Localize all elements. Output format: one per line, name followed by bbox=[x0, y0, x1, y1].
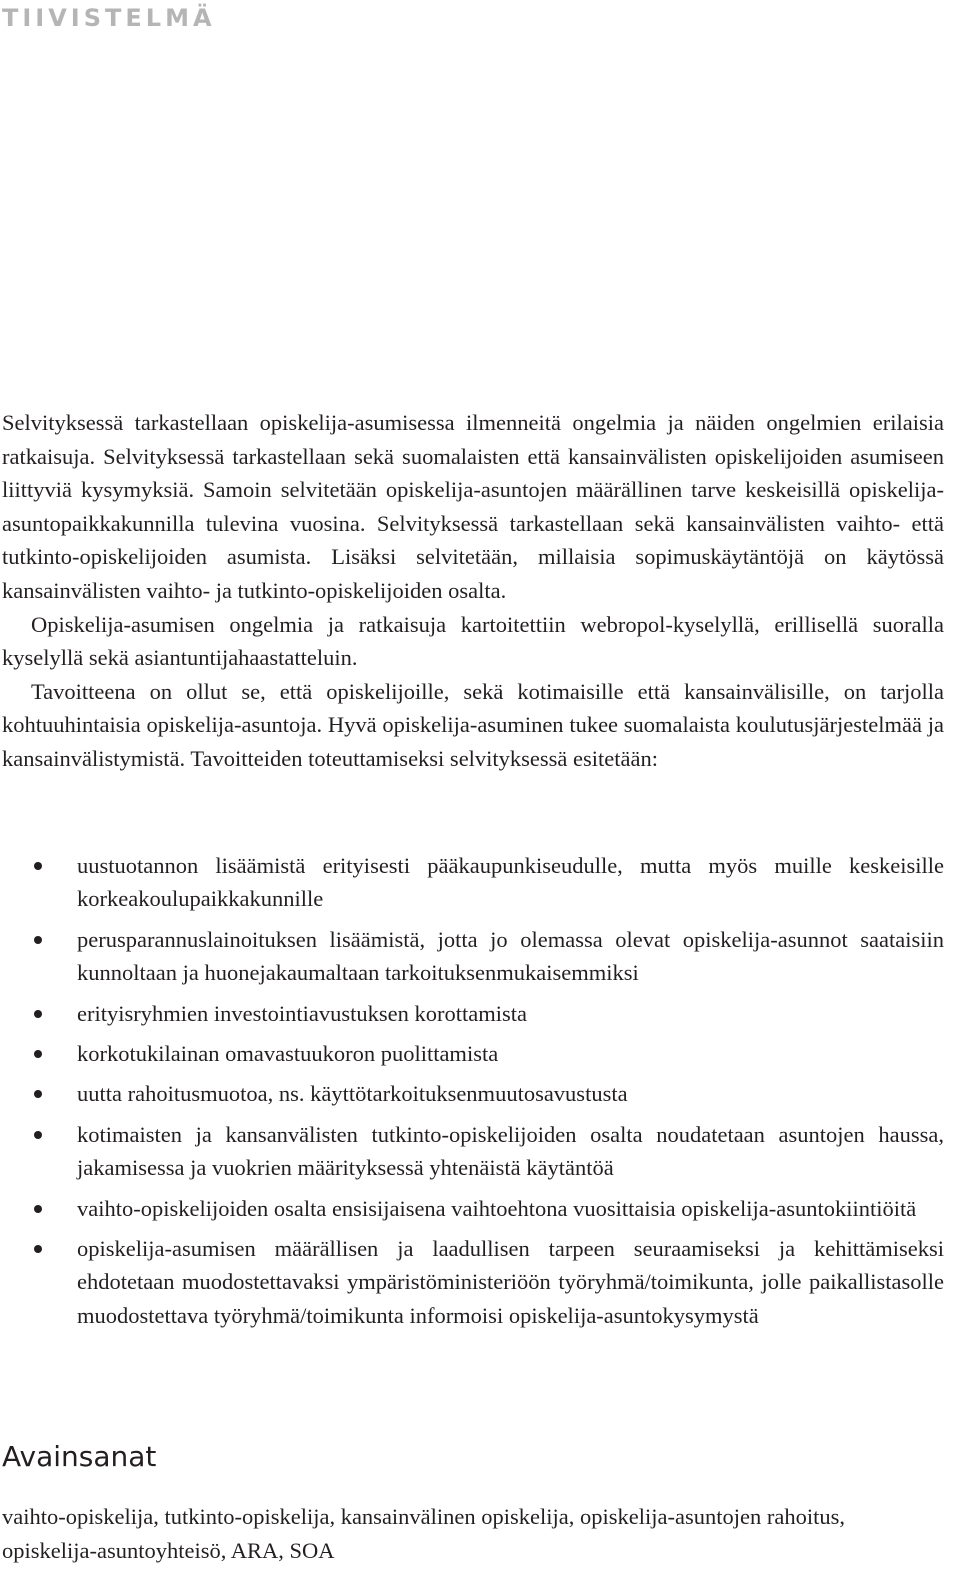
list-item-text: korkotukilainan omavastuukoron puolittamista bbox=[77, 1041, 499, 1067]
summary-body bbox=[2, 406, 944, 776]
list-item-text: erityisryhmien investointiavustuksen korottamista bbox=[77, 1000, 527, 1026]
bullet-icon bbox=[34, 1050, 42, 1058]
list-item-text: opiskelija-asumisen määrällisen ja laadullisen tarpeen seuraamiseksi ja kehittämiseksi ehdotetaan muodostettavaksi ympäristöministeriöön työryhmä/toimikunta, jolle paikallistasolle muodostettava työryhmä/toimikunta informoisi opiskelija-asuntokysymystä bbox=[77, 1236, 944, 1328]
list-item bbox=[2, 1118, 944, 1185]
summary-paragraph-3: Tavoitteena on ollut se, että opiskelijoille, sekä kotimaisille että kansainvälisille, on tarjolla kohtuuhintaisia opiskelija-asuntoja. Hyvä opiskelija-asuminen tukee suomalaista koulutusjärjestelmää ja kansainvälistymistä. Tavoitteiden toteuttamiseksi selvityksessä esitetään: bbox=[2, 678, 944, 771]
bullet-icon bbox=[34, 1090, 42, 1098]
keywords-text: vaihto-opiskelija, tutkinto-opiskelija, kansainvälinen opiskelija, opiskelija-asuntojen rahoitus, opiskelija-asuntoyhteisö, ARA, SOA bbox=[2, 1504, 845, 1563]
list-item bbox=[2, 1077, 944, 1110]
list-item-text: kotimaisten ja kansanvälisten tutkinto-opiskelijoiden osalta noudatetaan asuntojen haussa, jakamisessa ja vuokrien määrityksessä yhtenäistä käytäntöä bbox=[77, 1121, 944, 1181]
bullet-icon bbox=[34, 1010, 42, 1018]
list-item bbox=[2, 923, 944, 990]
summary-paragraph-2: Opiskelija-asumisen ongelmia ja ratkaisuja kartoitettiin webropol-kyselyllä, erillisellä suoralla kyselyllä sekä asiantuntijahaastatteluin. bbox=[2, 611, 944, 671]
list-item-text: uustuotannon lisäämistä erityisesti pääkaupunkiseudulle, mutta myös muille keskeisille korkeakoulupaikkakunnille bbox=[77, 853, 944, 912]
keywords-heading: Avainsanat bbox=[2, 1440, 157, 1473]
list-item bbox=[2, 997, 944, 1030]
list-item-text: vaihto-opiskelijoiden osalta ensisijaisena vaihtoehtona vuosittaisia opiskelija-asuntokiintiöitä bbox=[77, 1195, 917, 1221]
bullet-icon bbox=[34, 862, 42, 870]
page-title: TIIVISTELMÄ bbox=[2, 4, 216, 32]
list-item bbox=[2, 1037, 944, 1070]
summary-paragraph-1: Selvityksessä tarkastellaan opiskelija-asumisessa ilmenneitä ongelmia ja näiden ongelmien erilaisia ratkaisuja. Selvityksessä tarkastellaan sekä suomalaisten että kansainvälisten opiskelijoiden asumiseen liittyviä kysymyksiä. Samoin selvitetään opiskelija-asuntojen määrällinen tarve keskeisillä opiskelija-asuntopaikkakunnilla tulevina vuosina. Selvityksessä tarkastellaan sekä kansainvälisten vaihto- että tutkinto-opiskelijoiden asumista. Lisäksi selvitetään, millaisia sopimuskäytäntöjä on käytössä kansainvälisten vaihto- ja tutkinto-opiskelijoiden osalta. bbox=[2, 410, 944, 603]
bullet-icon bbox=[34, 1205, 42, 1213]
bullet-icon bbox=[34, 1131, 42, 1139]
list-item-text: perusparannuslainoituksen lisäämistä, jotta jo olemassa olevat opiskelija-asunnot saataisiin kunnoltaan ja huonejakaumaltaan tarkoituksenmukaisemmiksi bbox=[77, 926, 944, 986]
proposal-list bbox=[2, 849, 944, 1339]
bullet-icon bbox=[34, 936, 42, 944]
bullet-icon bbox=[34, 1245, 42, 1253]
list-item-text: uutta rahoitusmuotoa, ns. käyttötarkoituksenmuutosavustusta bbox=[77, 1081, 628, 1107]
list-item bbox=[2, 849, 944, 916]
list-item bbox=[2, 1192, 944, 1225]
list-item bbox=[2, 1232, 944, 1332]
